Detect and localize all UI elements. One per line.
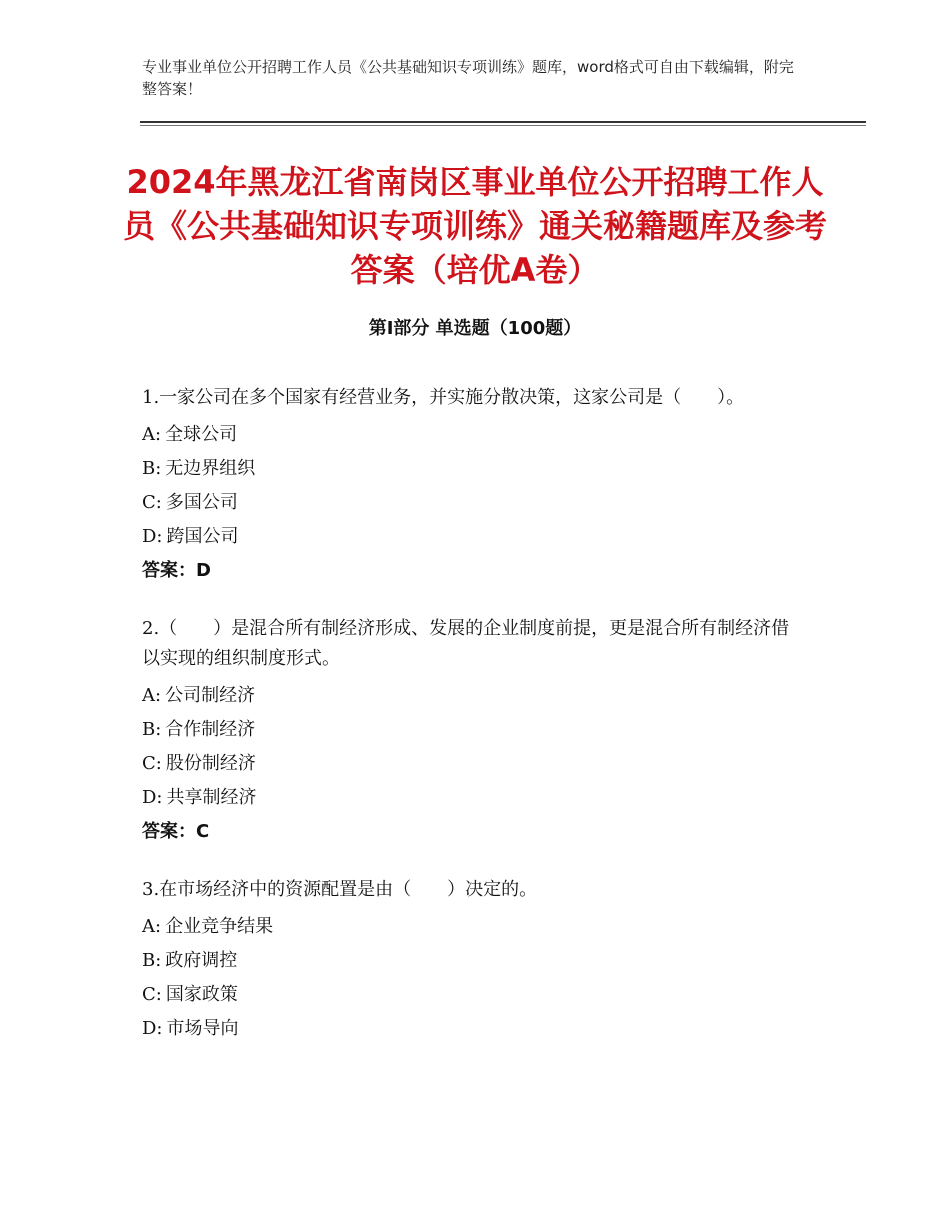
option-a <box>142 679 802 713</box>
option-d <box>142 781 802 815</box>
question-stem: 1.一家公司在多个国家有经营业务，并实施分散决策，这家公司是（ ）。 <box>142 387 745 408</box>
option-text: 无边界组织 <box>165 458 256 479</box>
option-text: 跨国公司 <box>166 526 239 547</box>
option-letter: C: <box>142 492 162 513</box>
option-letter: B: <box>142 950 162 971</box>
option-text: 多国公司 <box>165 492 238 513</box>
option-text: 政府调控 <box>165 950 238 971</box>
header-divider-thin <box>140 125 866 126</box>
option-letter: D: <box>142 787 163 808</box>
option-a <box>142 418 802 452</box>
option-letter: A: <box>142 424 162 445</box>
question-1 <box>142 383 802 588</box>
option-letter: B: <box>142 458 162 479</box>
option-c <box>142 978 802 1012</box>
option-text: 合作制经济 <box>165 719 256 740</box>
answer-label: 答案：C <box>142 821 210 842</box>
option-text: 企业竞争结果 <box>165 916 274 937</box>
option-text: 全球公司 <box>165 424 238 445</box>
option-letter: D: <box>142 526 163 547</box>
option-letter: C: <box>142 984 162 1005</box>
question-3 <box>142 875 802 1046</box>
option-text: 共享制经济 <box>166 787 257 808</box>
option-c <box>142 747 802 781</box>
header-divider-thick <box>140 121 866 123</box>
option-c <box>142 486 802 520</box>
option-letter: C: <box>142 753 162 774</box>
answer-label: 答案：D <box>142 560 211 581</box>
option-b <box>142 944 802 978</box>
part-title: 第Ⅰ部分 单选题（100题） <box>368 318 582 339</box>
option-b <box>142 452 802 486</box>
option-text: 市场导向 <box>166 1018 239 1039</box>
document-title: 2024年黑龙江省南岗区事业单位公开招聘工作人员《公共基础知识专项训练》通关秘籍题库及参考答案（培优A卷） <box>122 163 827 289</box>
option-letter: A: <box>142 685 162 706</box>
question-stem: 2.（ ）是混合所有制经济形成、发展的企业制度前提，更是混合所有制经济借以实现的组织制度形式。 <box>142 618 790 669</box>
option-text: 国家政策 <box>165 984 238 1005</box>
option-letter: A: <box>142 916 162 937</box>
question-stem: 3.在市场经济中的资源配置是由（ ）决定的。 <box>142 879 538 900</box>
option-letter: B: <box>142 719 162 740</box>
option-d <box>142 1012 802 1046</box>
option-text: 公司制经济 <box>165 685 256 706</box>
option-b <box>142 713 802 747</box>
header-note: 专业事业单位公开招聘工作人员《公共基础知识专项训练》题库，word格式可自由下载编辑，附完整答案！ <box>142 58 794 98</box>
option-text: 股份制经济 <box>165 753 256 774</box>
option-letter: D: <box>142 1018 163 1039</box>
question-2 <box>142 614 802 849</box>
option-d <box>142 520 802 554</box>
question-list <box>142 383 802 1072</box>
option-a <box>142 910 802 944</box>
